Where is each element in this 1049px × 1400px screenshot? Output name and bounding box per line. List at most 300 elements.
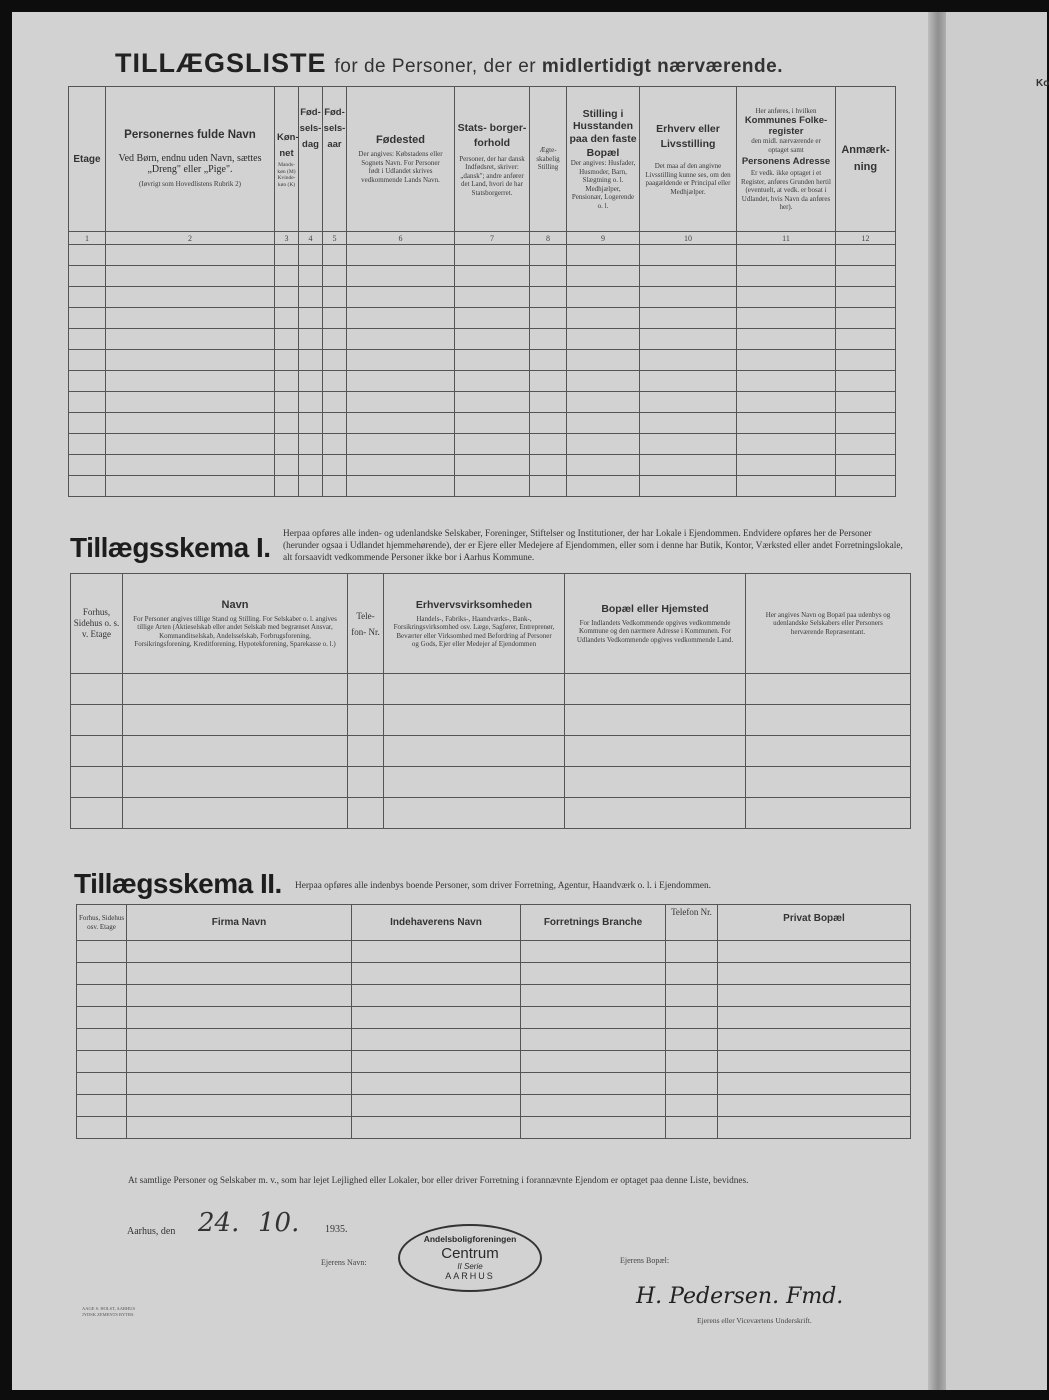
blank-cell[interactable] [275,371,299,392]
blank-cell[interactable] [836,329,896,350]
t1-col-number: 3 [275,232,299,245]
blank-cell[interactable] [127,1095,352,1117]
blank-cell[interactable] [352,1007,521,1029]
blank-cell[interactable] [718,941,911,963]
t1-col-number: 9 [567,232,640,245]
skema1-title: Tillægsskema I. [70,532,271,563]
blank-cell[interactable] [565,767,746,798]
blank-cell[interactable] [77,1117,127,1139]
blank-cell[interactable] [455,413,530,434]
blank-cell[interactable] [352,985,521,1007]
blank-cell[interactable] [530,455,567,476]
blank-row [77,985,911,1007]
blank-cell[interactable] [567,287,640,308]
blank-cell[interactable] [384,767,565,798]
blank-cell[interactable] [106,413,275,434]
date-day: 24. [198,1208,240,1238]
blank-cell[interactable] [746,736,911,767]
blank-row [77,1007,911,1029]
blank-cell[interactable] [836,455,896,476]
blank-cell[interactable] [77,941,127,963]
t1-col-number: 11 [737,232,836,245]
blank-cell[interactable] [323,455,347,476]
blank-cell[interactable] [384,705,565,736]
stamp-bottom-text: AARHUS [445,1271,495,1281]
blank-cell[interactable] [640,329,737,350]
blank-cell[interactable] [352,963,521,985]
blank-cell[interactable] [275,476,299,497]
stamp-top-text: Andelsboligforeningen [423,1234,517,1244]
blank-cell[interactable] [836,476,896,497]
blank-cell[interactable] [565,798,746,829]
blank-cell[interactable] [106,308,275,329]
blank-cell[interactable] [347,413,455,434]
blank-cell[interactable] [347,350,455,371]
blank-row [77,1117,911,1139]
blank-row [77,941,911,963]
blank-cell[interactable] [69,413,106,434]
blank-cell[interactable] [299,392,323,413]
blank-cell[interactable] [347,266,455,287]
blank-cell[interactable] [299,245,323,266]
t1-col-number: 8 [530,232,567,245]
skema1-col-etage: Forhus, Sidehus o. s. v. Etage [71,574,123,674]
blank-cell[interactable] [299,287,323,308]
blank-row [69,266,896,287]
date-year: 1935. [325,1224,348,1235]
blank-cell[interactable] [323,413,347,434]
t1-col-foedselsaar: Fød- sels- aar [323,87,347,232]
signature-caption: Ejerens eller Viceværtens Underskrift. [697,1316,812,1325]
blank-cell[interactable] [530,434,567,455]
blank-cell[interactable] [455,476,530,497]
blank-cell[interactable] [567,266,640,287]
blank-cell[interactable] [666,1117,718,1139]
blank-row [77,1029,911,1051]
t1-header-row [69,87,896,232]
blank-cell[interactable] [69,350,106,371]
blank-cell[interactable] [666,985,718,1007]
attestation-text: At samtlige Personer og Selskaber m. v., som har lejet Lejlighed eller Lokaler, bor eller driver Forretning i forannævnte Ejendom er optaget paa denne Liste, bevidnes. [128,1176,749,1186]
blank-cell[interactable] [737,287,836,308]
blank-cell[interactable] [106,287,275,308]
blank-cell[interactable] [106,476,275,497]
blank-cell[interactable] [347,245,455,266]
blank-cell[interactable] [348,736,384,767]
blank-cell[interactable] [666,1007,718,1029]
blank-cell[interactable] [530,392,567,413]
skema1-col-telefon: Tele- fon- Nr. [348,574,384,674]
blank-cell[interactable] [455,287,530,308]
blank-cell[interactable] [323,308,347,329]
blank-cell[interactable] [77,1029,127,1051]
blank-row [69,245,896,266]
blank-cell[interactable] [323,434,347,455]
blank-cell[interactable] [718,1051,911,1073]
blank-cell[interactable] [323,350,347,371]
skema2-col-telefon: Telefon Nr. [666,905,718,941]
blank-cell[interactable] [666,963,718,985]
skema2-col-indehaver: Indehaverens Navn [352,905,521,941]
blank-cell[interactable] [836,266,896,287]
blank-cell[interactable] [530,476,567,497]
blank-row [69,413,896,434]
blank-cell[interactable] [666,1051,718,1073]
blank-cell[interactable] [347,392,455,413]
blank-cell[interactable] [299,308,323,329]
blank-cell[interactable] [77,985,127,1007]
blank-cell[interactable] [530,350,567,371]
stamp-mid-text: Centrum [441,1245,499,1262]
blank-cell[interactable] [299,329,323,350]
blank-cell[interactable] [746,674,911,705]
blank-cell[interactable] [123,798,348,829]
blank-row [69,350,896,371]
blank-cell[interactable] [323,245,347,266]
blank-cell[interactable] [69,392,106,413]
blank-cell[interactable] [323,266,347,287]
blank-cell[interactable] [530,413,567,434]
blank-cell[interactable] [567,350,640,371]
blank-cell[interactable] [275,350,299,371]
blank-cell[interactable] [352,1117,521,1139]
blank-cell[interactable] [567,392,640,413]
owner-name-label: Ejerens Navn: [321,1258,367,1267]
blank-row [69,476,896,497]
blank-cell[interactable] [718,1095,911,1117]
adjacent-page-text: Ko [1036,78,1049,89]
skema1-col-bopael: Bopæl eller Hjemsted For Indlandets Vedkommende opgives vedkommende Kommune og den nærmere Adresse i Kommunen. For Udlandets Vedkommende opgives vedkommende Land. [565,574,746,674]
blank-cell[interactable] [737,392,836,413]
blank-cell[interactable] [127,1117,352,1139]
blank-cell[interactable] [737,329,836,350]
blank-cell[interactable] [640,434,737,455]
blank-cell[interactable] [718,1117,911,1139]
blank-cell[interactable] [347,476,455,497]
blank-cell[interactable] [299,371,323,392]
blank-cell[interactable] [275,434,299,455]
adjacent-page [946,12,1047,1390]
blank-cell[interactable] [640,476,737,497]
t1-col-number: 2 [106,232,275,245]
blank-row [71,736,911,767]
blank-cell[interactable] [565,705,746,736]
blank-cell[interactable] [123,705,348,736]
blank-row [69,287,896,308]
blank-cell[interactable] [530,287,567,308]
blank-cell[interactable] [836,392,896,413]
blank-cell[interactable] [352,1073,521,1095]
blank-cell[interactable] [521,963,666,985]
blank-cell[interactable] [567,476,640,497]
blank-cell[interactable] [718,1007,911,1029]
blank-cell[interactable] [640,413,737,434]
blank-cell[interactable] [299,476,323,497]
blank-cell[interactable] [106,434,275,455]
blank-cell[interactable] [521,1073,666,1095]
main-title-rest: for de Personer, der er midlertidigt nærværende. [334,56,783,77]
blank-cell[interactable] [323,392,347,413]
page-fold [928,12,948,1390]
blank-cell[interactable] [323,329,347,350]
blank-cell[interactable] [275,266,299,287]
blank-cell[interactable] [299,266,323,287]
blank-cell[interactable] [567,455,640,476]
t1-col-folkeregister: Her anføres, i hvilken Kommunes Folke- register den midl. nærværende er optaget samt Personens Adresse Er vedk. ikke optaget i et Register, anføres Grunden hertil (eventuelt, at vedk. er bosat i Udlandet, hvis Navn da anføres her). [737,87,836,232]
blank-cell[interactable] [640,308,737,329]
t1-col-foedselsdag: Fød- sels- dag [299,87,323,232]
blank-cell[interactable] [71,736,123,767]
blank-row [69,371,896,392]
blank-cell[interactable] [567,245,640,266]
blank-cell[interactable] [323,476,347,497]
blank-cell[interactable] [718,1029,911,1051]
blank-cell[interactable] [69,308,106,329]
blank-cell[interactable] [737,350,836,371]
blank-cell[interactable] [347,287,455,308]
blank-cell[interactable] [640,455,737,476]
blank-cell[interactable] [275,455,299,476]
blank-cell[interactable] [323,287,347,308]
blank-cell[interactable] [666,1029,718,1051]
blank-cell[interactable] [106,350,275,371]
blank-cell[interactable] [123,736,348,767]
blank-cell[interactable] [352,1095,521,1117]
blank-cell[interactable] [455,455,530,476]
blank-cell[interactable] [77,1073,127,1095]
skema1-table [70,573,911,829]
blank-cell[interactable] [737,455,836,476]
blank-cell[interactable] [530,266,567,287]
blank-cell[interactable] [69,434,106,455]
blank-cell[interactable] [737,476,836,497]
blank-cell[interactable] [347,329,455,350]
blank-cell[interactable] [746,798,911,829]
blank-cell[interactable] [352,1029,521,1051]
blank-cell[interactable] [718,985,911,1007]
t1-col-anmaerkning: Anmærk- ning [836,87,896,232]
blank-cell[interactable] [455,434,530,455]
blank-cell[interactable] [69,266,106,287]
blank-cell[interactable] [455,371,530,392]
blank-cell[interactable] [836,245,896,266]
blank-cell[interactable] [299,455,323,476]
blank-cell[interactable] [77,1051,127,1073]
blank-cell[interactable] [640,392,737,413]
blank-cell[interactable] [127,1051,352,1073]
blank-cell[interactable] [836,308,896,329]
skema2-col-branche: Forretnings Branche [521,905,666,941]
blank-row [69,434,896,455]
blank-cell[interactable] [746,705,911,736]
blank-cell[interactable] [565,736,746,767]
blank-cell[interactable] [347,308,455,329]
association-stamp [398,1224,542,1292]
blank-cell[interactable] [640,245,737,266]
blank-cell[interactable] [71,798,123,829]
blank-cell[interactable] [836,287,896,308]
blank-cell[interactable] [718,1073,911,1095]
blank-cell[interactable] [521,1007,666,1029]
t1-col-number: 1 [69,232,106,245]
blank-cell[interactable] [666,1095,718,1117]
blank-cell[interactable] [275,329,299,350]
blank-cell[interactable] [71,705,123,736]
blank-cell[interactable] [352,941,521,963]
blank-cell[interactable] [69,287,106,308]
date-month: 10. [258,1208,300,1238]
blank-cell[interactable] [69,455,106,476]
blank-cell[interactable] [521,941,666,963]
blank-cell[interactable] [666,941,718,963]
blank-cell[interactable] [530,308,567,329]
blank-cell[interactable] [530,245,567,266]
tillaegsliste-table [68,86,896,497]
blank-cell[interactable] [666,1073,718,1095]
blank-cell[interactable] [106,245,275,266]
blank-cell[interactable] [323,371,347,392]
blank-row [71,767,911,798]
skema1-col-navn: Navn For Personer angives tillige Stand og Stilling. For Selskaber o. l. angives tillige Arten (Aktieselskab eller andet Selskab med begrænset Ansvar, Kommanditselskab, Andelsselskab, Forbrugsforening, Forsikringsforening, Kreditforening, Hypotekforening, Sparekasse o. l.) [123,574,348,674]
blank-cell[interactable] [299,413,323,434]
blank-row [71,798,911,829]
t1-col-foedested: Fødested Der angives: Købstadens eller Sognets Navn. For Personer født i Udlandet skrives vedkommende Lands Navn. [347,87,455,232]
blank-cell[interactable] [746,767,911,798]
blank-cell[interactable] [640,287,737,308]
blank-cell[interactable] [77,963,127,985]
blank-cell[interactable] [455,308,530,329]
blank-cell[interactable] [123,674,348,705]
blank-cell[interactable] [567,329,640,350]
blank-cell[interactable] [69,329,106,350]
blank-cell[interactable] [640,266,737,287]
blank-cell[interactable] [521,985,666,1007]
blank-cell[interactable] [127,963,352,985]
blank-cell[interactable] [348,705,384,736]
blank-cell[interactable] [455,392,530,413]
t1-col-number: 4 [299,232,323,245]
blank-row [69,392,896,413]
blank-cell[interactable] [521,1117,666,1139]
blank-cell[interactable] [565,674,746,705]
blank-row [77,1073,911,1095]
blank-cell[interactable] [69,371,106,392]
blank-row [69,455,896,476]
blank-cell[interactable] [77,1095,127,1117]
blank-cell[interactable] [836,413,896,434]
blank-cell[interactable] [348,674,384,705]
blank-cell[interactable] [127,941,352,963]
t1-number-row [69,232,896,245]
blank-cell[interactable] [718,963,911,985]
blank-cell[interactable] [106,455,275,476]
skema1-header-row [71,574,911,674]
blank-cell[interactable] [69,476,106,497]
blank-cell[interactable] [737,371,836,392]
blank-cell[interactable] [127,1029,352,1051]
skema1-description: Herpaa opføres alle inden- og udenlandske Selskaber, Foreninger, Stiftelser og Institutioner, der har Lokale i Ejendommen. Endvidere opføres her de Personer (herunder ogsaa i Udlandet hjemmehørende), der er Ejere eller Medejere af Ejendommen, eller som i denne har Butik, Kontor, Værksted eller andet Forretningslokale, alt forsaavidt vedkommende Personer ikke bor i Aarhus Kommune. [283,529,903,563]
t1-col-number: 7 [455,232,530,245]
blank-cell[interactable] [384,798,565,829]
blank-cell[interactable] [127,985,352,1007]
blank-cell[interactable] [71,767,123,798]
blank-cell[interactable] [455,350,530,371]
blank-cell[interactable] [106,266,275,287]
printer-imprint: AAGE S. HOLST, AARHUS JYDSK ZEMENTS BYTRS [82,1306,136,1317]
blank-cell[interactable] [384,736,565,767]
main-title-big: TILLÆGSLISTE [115,48,327,78]
blank-cell[interactable] [348,798,384,829]
skema2-title: Tillægsskema II. [74,868,282,899]
blank-cell[interactable] [348,767,384,798]
blank-cell[interactable] [737,413,836,434]
blank-cell[interactable] [299,350,323,371]
blank-cell[interactable] [640,371,737,392]
blank-cell[interactable] [347,371,455,392]
blank-cell[interactable] [455,266,530,287]
blank-cell[interactable] [836,434,896,455]
blank-cell[interactable] [567,371,640,392]
blank-cell[interactable] [521,1095,666,1117]
blank-cell[interactable] [106,329,275,350]
blank-cell[interactable] [275,245,299,266]
blank-cell[interactable] [127,1007,352,1029]
blank-cell[interactable] [836,350,896,371]
blank-cell[interactable] [275,392,299,413]
blank-cell[interactable] [737,434,836,455]
blank-cell[interactable] [299,434,323,455]
skema2-description: Herpaa opføres alle indenbys boende Personer, som driver Forretning, Agentur, Haandværk o. l. i Ejendommen. [295,881,711,891]
signature: H. Pedersen. Fmd. [636,1284,844,1309]
blank-cell[interactable] [530,329,567,350]
blank-cell[interactable] [455,329,530,350]
blank-cell[interactable] [521,1051,666,1073]
blank-cell[interactable] [77,1007,127,1029]
blank-cell[interactable] [347,434,455,455]
blank-cell[interactable] [106,371,275,392]
t1-col-number: 10 [640,232,737,245]
blank-cell[interactable] [123,767,348,798]
skema2-col-privat-bopael: Privat Bopæl [718,905,911,941]
blank-cell[interactable] [737,308,836,329]
blank-cell[interactable] [567,413,640,434]
blank-cell[interactable] [275,308,299,329]
blank-cell[interactable] [640,350,737,371]
blank-cell[interactable] [567,434,640,455]
blank-cell[interactable] [275,413,299,434]
blank-cell[interactable] [455,245,530,266]
blank-cell[interactable] [737,245,836,266]
blank-cell[interactable] [69,245,106,266]
t1-col-navn: Personernes fulde Navn Ved Børn, endnu uden Navn, sættes „Dreng" eller „Pige". (Iøvrigt som Hovedlistens Rubrik 2) [106,87,275,232]
blank-cell[interactable] [384,674,565,705]
blank-cell[interactable] [127,1073,352,1095]
blank-cell[interactable] [737,266,836,287]
blank-cell[interactable] [836,371,896,392]
blank-cell[interactable] [275,287,299,308]
blank-row [69,329,896,350]
blank-cell[interactable] [71,674,123,705]
blank-row [71,705,911,736]
blank-cell[interactable] [521,1029,666,1051]
blank-cell[interactable] [347,455,455,476]
skema2-header-row [77,905,911,941]
blank-cell[interactable] [106,392,275,413]
skema1-col-erhverv: Erhvervsvirksomheden Handels-, Fabriks-, Haandværks-, Bank-, Forsikringsvirksomhed osv. Læge, Sagfører, Entreprenør, Beværter eller Virksomhed med Befordring af Personer og Gods, Ejer eller Medejer af Ejendommen [384,574,565,674]
blank-cell[interactable] [352,1051,521,1073]
blank-cell[interactable] [530,371,567,392]
blank-cell[interactable] [567,308,640,329]
